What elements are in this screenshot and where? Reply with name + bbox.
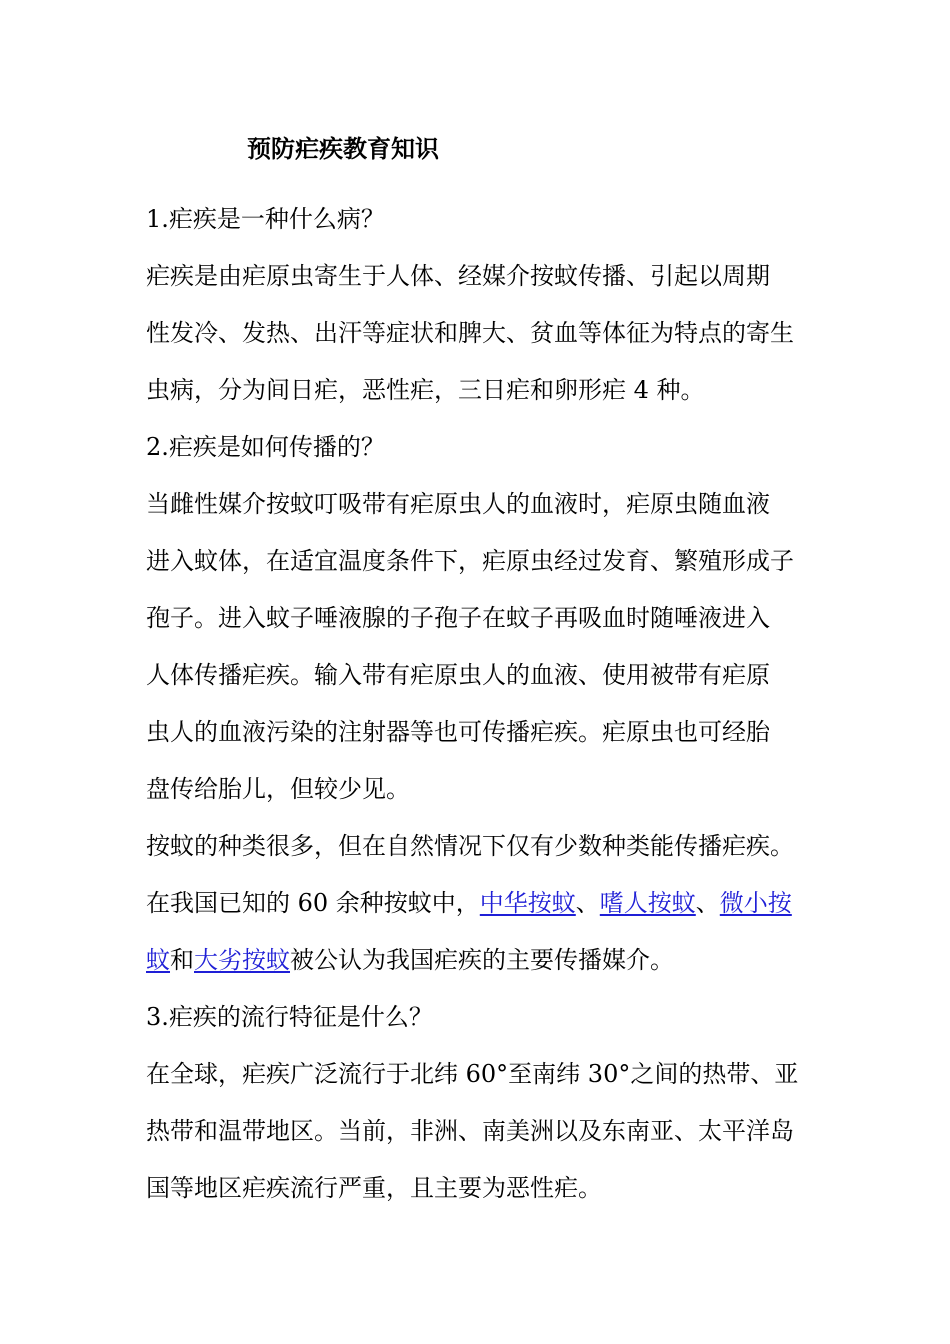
question-heading-1: 1.疟疾是一种什么病？ [146, 205, 385, 233]
paragraph-line: 虫病，分为间日疟，恶性疟，三日疟和卵形疟 4 种。 [146, 376, 705, 404]
paragraph-line: 按蚊的种类很多，但在自然情况下仅有少数种类能传播疟疾。 [146, 832, 794, 860]
link-zhonghua-anopheles[interactable]: 中华按蚊 [479, 889, 576, 917]
line-prefix-text: 在我国已知的 60 余种按蚊中， [146, 889, 480, 917]
link-dalie-anopheles[interactable]: 大劣按蚊 [194, 946, 290, 974]
separator-text: 、 [575, 889, 600, 917]
paragraph-line: 当雌性媒介按蚊叮吸带有疟原虫人的血液时，疟原虫随血液 [146, 490, 770, 518]
conjunction-text: 和 [170, 946, 194, 974]
paragraph-line-with-links [146, 885, 792, 921]
separator-text: 、 [695, 889, 720, 917]
paragraph-line: 孢子。进入蚊子唾液腺的子孢子在蚊子再吸血时随唾液进入 [146, 604, 770, 632]
paragraph-line: 虫人的血液污染的注射器等也可传播疟疾。疟原虫也可经胎 [146, 718, 770, 746]
paragraph-line: 热带和温带地区。当前，非洲、南美洲以及东南亚、太平洋岛 [146, 1117, 794, 1145]
paragraph-line: 在全球，疟疾广泛流行于北纬 60°至南纬 30°之间的热带、亚 [146, 1060, 799, 1088]
link-shiren-anopheles[interactable]: 嗜人按蚊 [599, 889, 696, 917]
paragraph-line: 盘传给胎儿，但较少见。 [146, 775, 410, 803]
paragraph-line: 进入蚊体，在适宜温度条件下，疟原虫经过发育、繁殖形成子 [146, 547, 794, 575]
question-heading-3: 3.疟疾的流行特征是什么？ [146, 1003, 433, 1031]
paragraph-line: 国等地区疟疾流行严重，且主要为恶性疟。 [146, 1174, 602, 1202]
paragraph-line: 性发冷、发热、出汗等症状和脾大、贫血等体征为特点的寄生 [146, 319, 794, 347]
line-suffix-text: 被公认为我国疟疾的主要传播媒介。 [290, 946, 674, 974]
paragraph-line: 疟疾是由疟原虫寄生于人体、经媒介按蚊传播、引起以周期 [146, 262, 770, 290]
link-weixiao-anopheles[interactable]: 微小按 [719, 889, 792, 917]
question-heading-2: 2.疟疾是如何传播的？ [146, 433, 385, 461]
paragraph-line: 人体传播疟疾。输入带有疟原虫人的血液、使用被带有疟原 [146, 661, 770, 689]
paragraph-line-with-links [146, 942, 674, 978]
link-weixiao-anopheles-continued[interactable]: 蚊 [146, 946, 170, 974]
document-title: 预防疟疾教育知识 [247, 134, 439, 163]
